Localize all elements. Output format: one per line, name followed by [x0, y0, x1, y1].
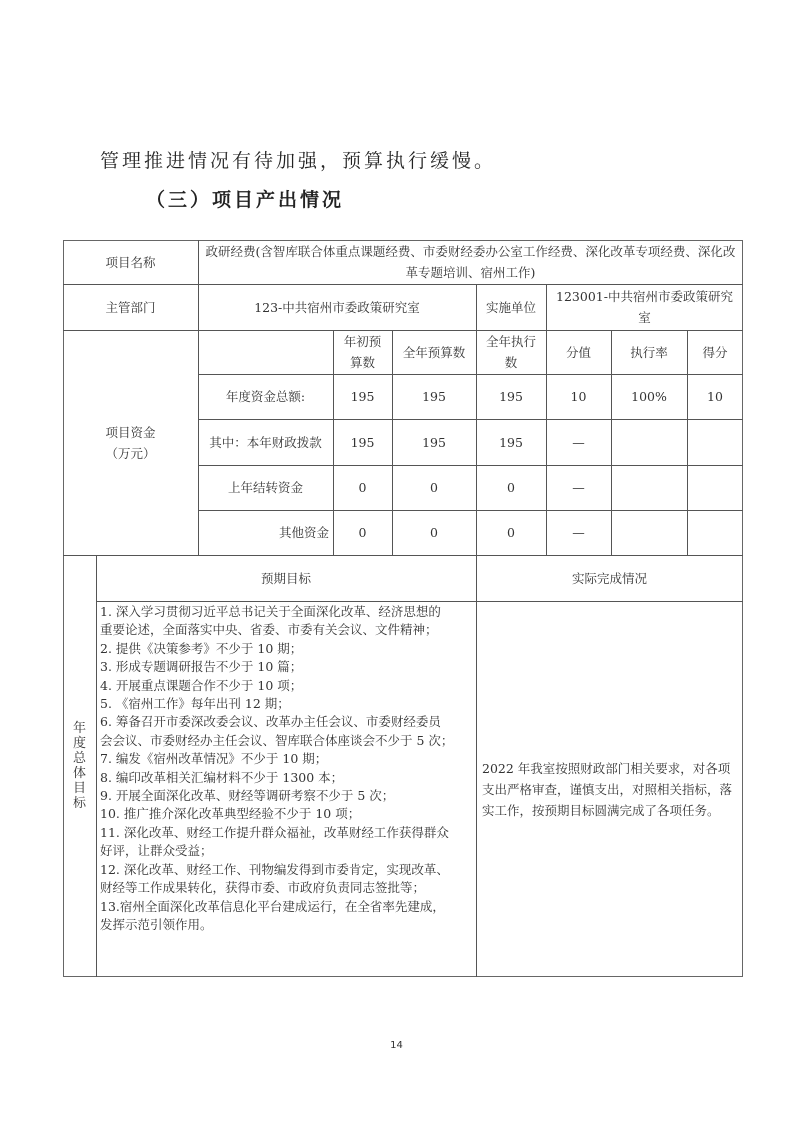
col-divider: [333, 330, 334, 555]
expected-goal-line: 好评，让群众受益；: [100, 843, 213, 859]
funds-unit: （万元）: [105, 445, 156, 461]
expected-goal-line: 10. 推广推介深化改革典型经验不少于 10 项；: [100, 806, 361, 822]
row-divider: [96, 601, 743, 602]
col-divider: [476, 555, 477, 977]
table-border: [63, 240, 743, 977]
col-divider: [546, 330, 547, 555]
col-divider: [392, 330, 393, 555]
expected-goals-header: 预期目标: [260, 570, 311, 586]
actual-completion-header: 实际完成情况: [571, 570, 647, 586]
col-divider: [476, 330, 477, 555]
funds-cell: —: [572, 525, 585, 540]
funds-cell: 195: [422, 389, 446, 404]
header-execution-rate: 执行率: [630, 344, 668, 360]
expected-goal-line: 重要论述，全面落实中央、省委、市委有关会议、文件精神；: [100, 622, 438, 638]
funds-cell: —: [572, 480, 585, 495]
expected-goal-line: 11. 深化改革、财经工作提升群众福祉，改革财经工作获得群众: [100, 824, 449, 840]
row-divider: [198, 374, 743, 375]
intro-line: 管理推进情况有待加强，预算执行缓慢。: [100, 150, 497, 172]
funds-row-label: 其中：本年财政拨款: [209, 434, 322, 450]
funds-cell: 10: [570, 389, 587, 404]
project-name-value: 政研经费(含智库联合体重点课题经费、市委财经委办公室工作经费、深化改革专项经费、深化改革专题培训、宿州工作): [205, 244, 736, 280]
row-divider: [198, 465, 743, 466]
section-heading: （三）项目产出情况: [146, 189, 345, 211]
funds-cell: 0: [430, 480, 438, 495]
expected-goal-line: 9. 开展全面深化改革、财经等调研考察不少于 5 次；: [100, 788, 395, 804]
header-score-value: 分值: [565, 344, 591, 360]
dept-label: 主管部门: [105, 299, 156, 315]
actual-completion-text: 2022 年我室按照财政部门相关要求，对各项支出严格审查，谨慎支出，对照相关指标，落实工作，按预期目标圆满完成了各项任务。: [482, 760, 733, 818]
expected-goal-line: 会会议、市委财经办主任会议、智库联合体座谈会不少于 5 次；: [100, 732, 454, 748]
funds-cell: 0: [430, 525, 438, 540]
funds-cell: 195: [350, 434, 375, 450]
row-divider: [63, 555, 743, 556]
col-divider: [476, 284, 477, 330]
row-divider: [63, 330, 743, 331]
funds-cell: 0: [358, 525, 367, 540]
funds-cell: 0: [507, 480, 515, 495]
expected-goal-line: 4. 开展重点课题合作不少于 10 项；: [100, 677, 303, 693]
expected-goal-line: 5. 《宿州工作》每年出刊 12 期；: [100, 696, 290, 712]
funds-cell: 195: [499, 434, 523, 450]
funds-row-label: 年度资金总额:: [225, 389, 306, 404]
dept-value: 123-中共宿州市委政策研究室: [254, 299, 420, 315]
header-annual-execution: 全年执行数: [485, 334, 536, 370]
col-divider: [611, 330, 612, 555]
funds-cell: 0: [358, 480, 367, 495]
expected-goal-line: 2. 提供《决策参考》不少于 10 期；: [100, 640, 303, 656]
expected-goal-line: 发挥示范引领作用。: [100, 916, 213, 932]
row-divider: [198, 510, 743, 511]
funds-row-label: 其他资金: [278, 525, 329, 540]
row-divider: [198, 419, 743, 420]
funds-row-label: 上年结转资金: [227, 480, 303, 495]
expected-goal-line: 12. 深化改革、财经工作、刊物编发得到市委肯定，实现改革、: [100, 861, 449, 877]
expected-goal-line: 7. 编发《宿州改革情况》不少于 10 期；: [100, 751, 328, 767]
project-name-label: 项目名称: [105, 254, 156, 270]
col-divider: [96, 555, 97, 977]
header-annual-budget: 全年预算数: [402, 344, 466, 360]
col-divider: [687, 330, 688, 555]
expected-goal-line: 财经等工作成果转化，获得市委、市政府负责同志签批等；: [100, 880, 426, 896]
funds-cell: 100%: [631, 389, 667, 404]
funds-cell: 195: [499, 389, 523, 404]
page-number: 14: [390, 1040, 403, 1051]
col-divider: [198, 240, 199, 555]
col-divider: [546, 284, 547, 330]
header-score: 得分: [702, 344, 728, 360]
impl-label: 实施单位: [485, 299, 536, 315]
annual-goal-vertical-text: 年 度 总 体 目 标: [72, 721, 86, 811]
funds-cell: 195: [350, 389, 375, 404]
expected-goal-line: 6. 筹备召开市委深改委会议、改革办主任会议、市委财经委员: [100, 714, 441, 730]
expected-goal-line: 13.宿州全面深化改革信息化平台建成运行，在全省率先建成，: [100, 898, 445, 914]
header-initial-budget: 年初预算数: [343, 334, 382, 370]
funds-cell: 10: [707, 389, 723, 404]
funds-cell: —: [572, 434, 585, 450]
expected-goal-line: 1. 深入学习贯彻习近平总书记关于全面深化改革、经济思想的: [100, 604, 441, 619]
funds-cell: 195: [422, 434, 446, 450]
row-divider: [63, 284, 743, 285]
expected-goal-line: 8. 编印改革相关汇编材料不少于 1300 本；: [100, 769, 344, 785]
funds-cell: 0: [507, 525, 515, 540]
impl-value: 123001-中共宿州市委政策研究室: [556, 289, 733, 325]
expected-goal-line: 3. 形成专题调研报告不少于 10 篇；: [100, 659, 303, 675]
project-output-table: [63, 240, 743, 977]
funds-label: 项目资金: [105, 424, 156, 440]
